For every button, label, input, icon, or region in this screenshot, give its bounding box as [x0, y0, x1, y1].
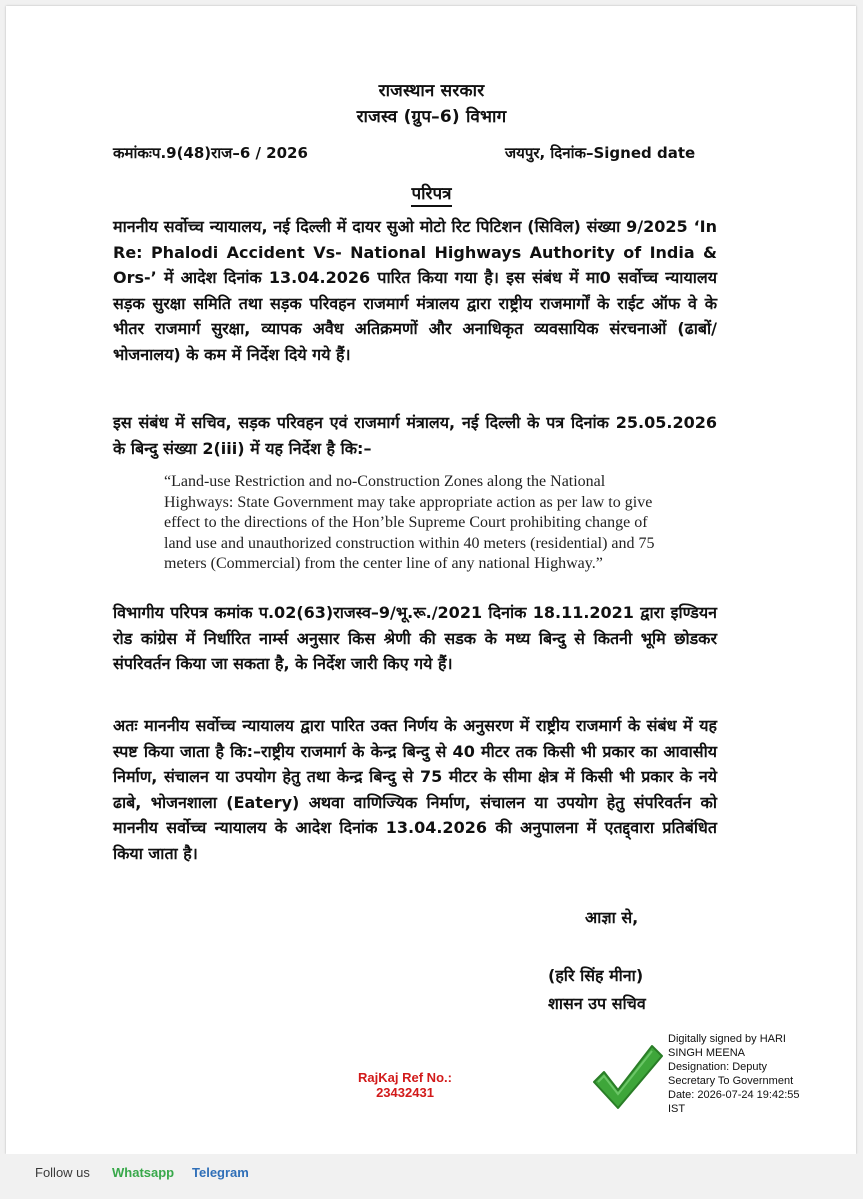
- dsig-line: Secretary To Government: [668, 1075, 794, 1087]
- paragraph-1: माननीय सर्वोच्च न्यायालय, नई दिल्ली में दायर सुओ मोटो रिट पिटिशन (सिविल) संख्या 9/2025 ‘In Re: Phalodi Accident Vs- National Highways Authority of India & Ors-’ में आदेश दिनांक 13.04.2026 पारित किया गया है। इस संबंध में मा0 सर्वोच्च न्यायालय सड़क सुरक्षा समिति तथा सड़क परिवहन राजमार्ग मंत्रालय द्वारा राष्ट्रीय राजमार्गों के राईट ऑफ वे के भीतर राजमार्ग सुरक्षा, व्यापक अवैध अतिक्रमणों और अनाधिकृत व्यवसायिक संरचनाओं (ढाबों/भोजनालय) के कम में निर्देश दिये गये हैं।: [113, 217, 717, 364]
- govt-header: राजस्थान सरकार: [378, 81, 485, 101]
- department-header: राजस्व (ग्रुप–6) विभाग: [356, 107, 507, 127]
- place-date: जयपुर, दिनांक–Signed date: [505, 144, 696, 162]
- heading-text: परिपत्र: [411, 184, 451, 207]
- signatory-name: (हरि सिंह मीना): [548, 966, 644, 985]
- follow-us-label: Follow us: [35, 1165, 90, 1180]
- document-heading: [0, 181, 863, 204]
- dsig-line: Date: 2026-07-24 19:42:55: [668, 1089, 800, 1101]
- dsig-line: Designation: Deputy: [668, 1061, 768, 1073]
- footer-bar: [0, 1154, 863, 1199]
- rajkaj-number: 23432431: [376, 1085, 434, 1100]
- document-page: [6, 6, 856, 1154]
- by-order-text: आज्ञा से,: [585, 908, 639, 927]
- rajkaj-reference: [330, 1070, 480, 1100]
- telegram-link[interactable]: Telegram: [192, 1165, 249, 1180]
- dsig-line: SINGH MEENA: [668, 1047, 746, 1059]
- paragraph-3: विभागीय परिपत्र कमांक प.02(63)राजस्व–9/भू.रू./2021 दिनांक 18.11.2021 द्वारा इण्डियन रोड कांग्रेस में निर्धारित नार्म्स अनुसार किस श्रेणी की सडक के मध्य बिन्दु से कितनी भूमि छोडकर संपरिवर्तन किया जा सकता है, के निर्देश जारी किए गये हैं।: [113, 603, 717, 673]
- dsig-line: IST: [668, 1103, 686, 1115]
- reference-number: कमांकःप.9(48)राज–6 / 2026: [113, 144, 308, 162]
- green-check-icon: [590, 1042, 664, 1112]
- whatsapp-link[interactable]: Whatsapp: [112, 1165, 175, 1180]
- digital-signature-block: [668, 1032, 838, 1116]
- dsig-line: Digitally signed by HARI: [668, 1033, 786, 1045]
- paragraph-2: इस संबंध में सचिव, सड़क परिवहन एवं राजमार्ग मंत्रालय, नई दिल्ली के पत्र दिनांक 25.05.2026 के बिन्दु संख्या 2(iii) में यह निर्देश है कि:–: [113, 413, 717, 458]
- rajkaj-label: RajKaj Ref No.:: [358, 1070, 452, 1085]
- quoted-directive: “Land-use Restriction and no-Construction Zones along the National Highways: State Government may take appropriate action as per law to give effect to the directions of the Hon’ble Supreme Court prohibiting change of land use and unauthorized construction within 40 meters (residential) and 75 meters (Commercial) from the center line of any national Highway.”: [164, 473, 655, 573]
- signatory-designation: शासन उप सचिव: [548, 994, 646, 1013]
- paragraph-4: अतः माननीय सर्वोच्च न्यायालय द्वारा पारित उक्त निर्णय के अनुसरण में राष्ट्रीय राजमार्ग के संबंध में यह स्पष्ट किया जाता है कि:–राष्ट्रीय राजमार्ग के केन्द्र बिन्दु से 40 मीटर तक किसी भी प्रकार का आवासीय निर्माण, संचालन या उपयोग हेतु तथा केन्द्र बिन्दु से 75 मीटर के सीमा क्षेत्र में किसी भी प्रकार के नये ढाबे, भोजनशाला (Eatery) अथवा वाणिज्यिक निर्माण, संचालन या उपयोग हेतु संपरिवर्तन को माननीय सर्वोच्च न्यायालय के आदेश दिनांक 13.04.2026 की अनुपालना में एतद्द्वारा प्रतिबंधित किया जाता है।: [113, 716, 717, 863]
